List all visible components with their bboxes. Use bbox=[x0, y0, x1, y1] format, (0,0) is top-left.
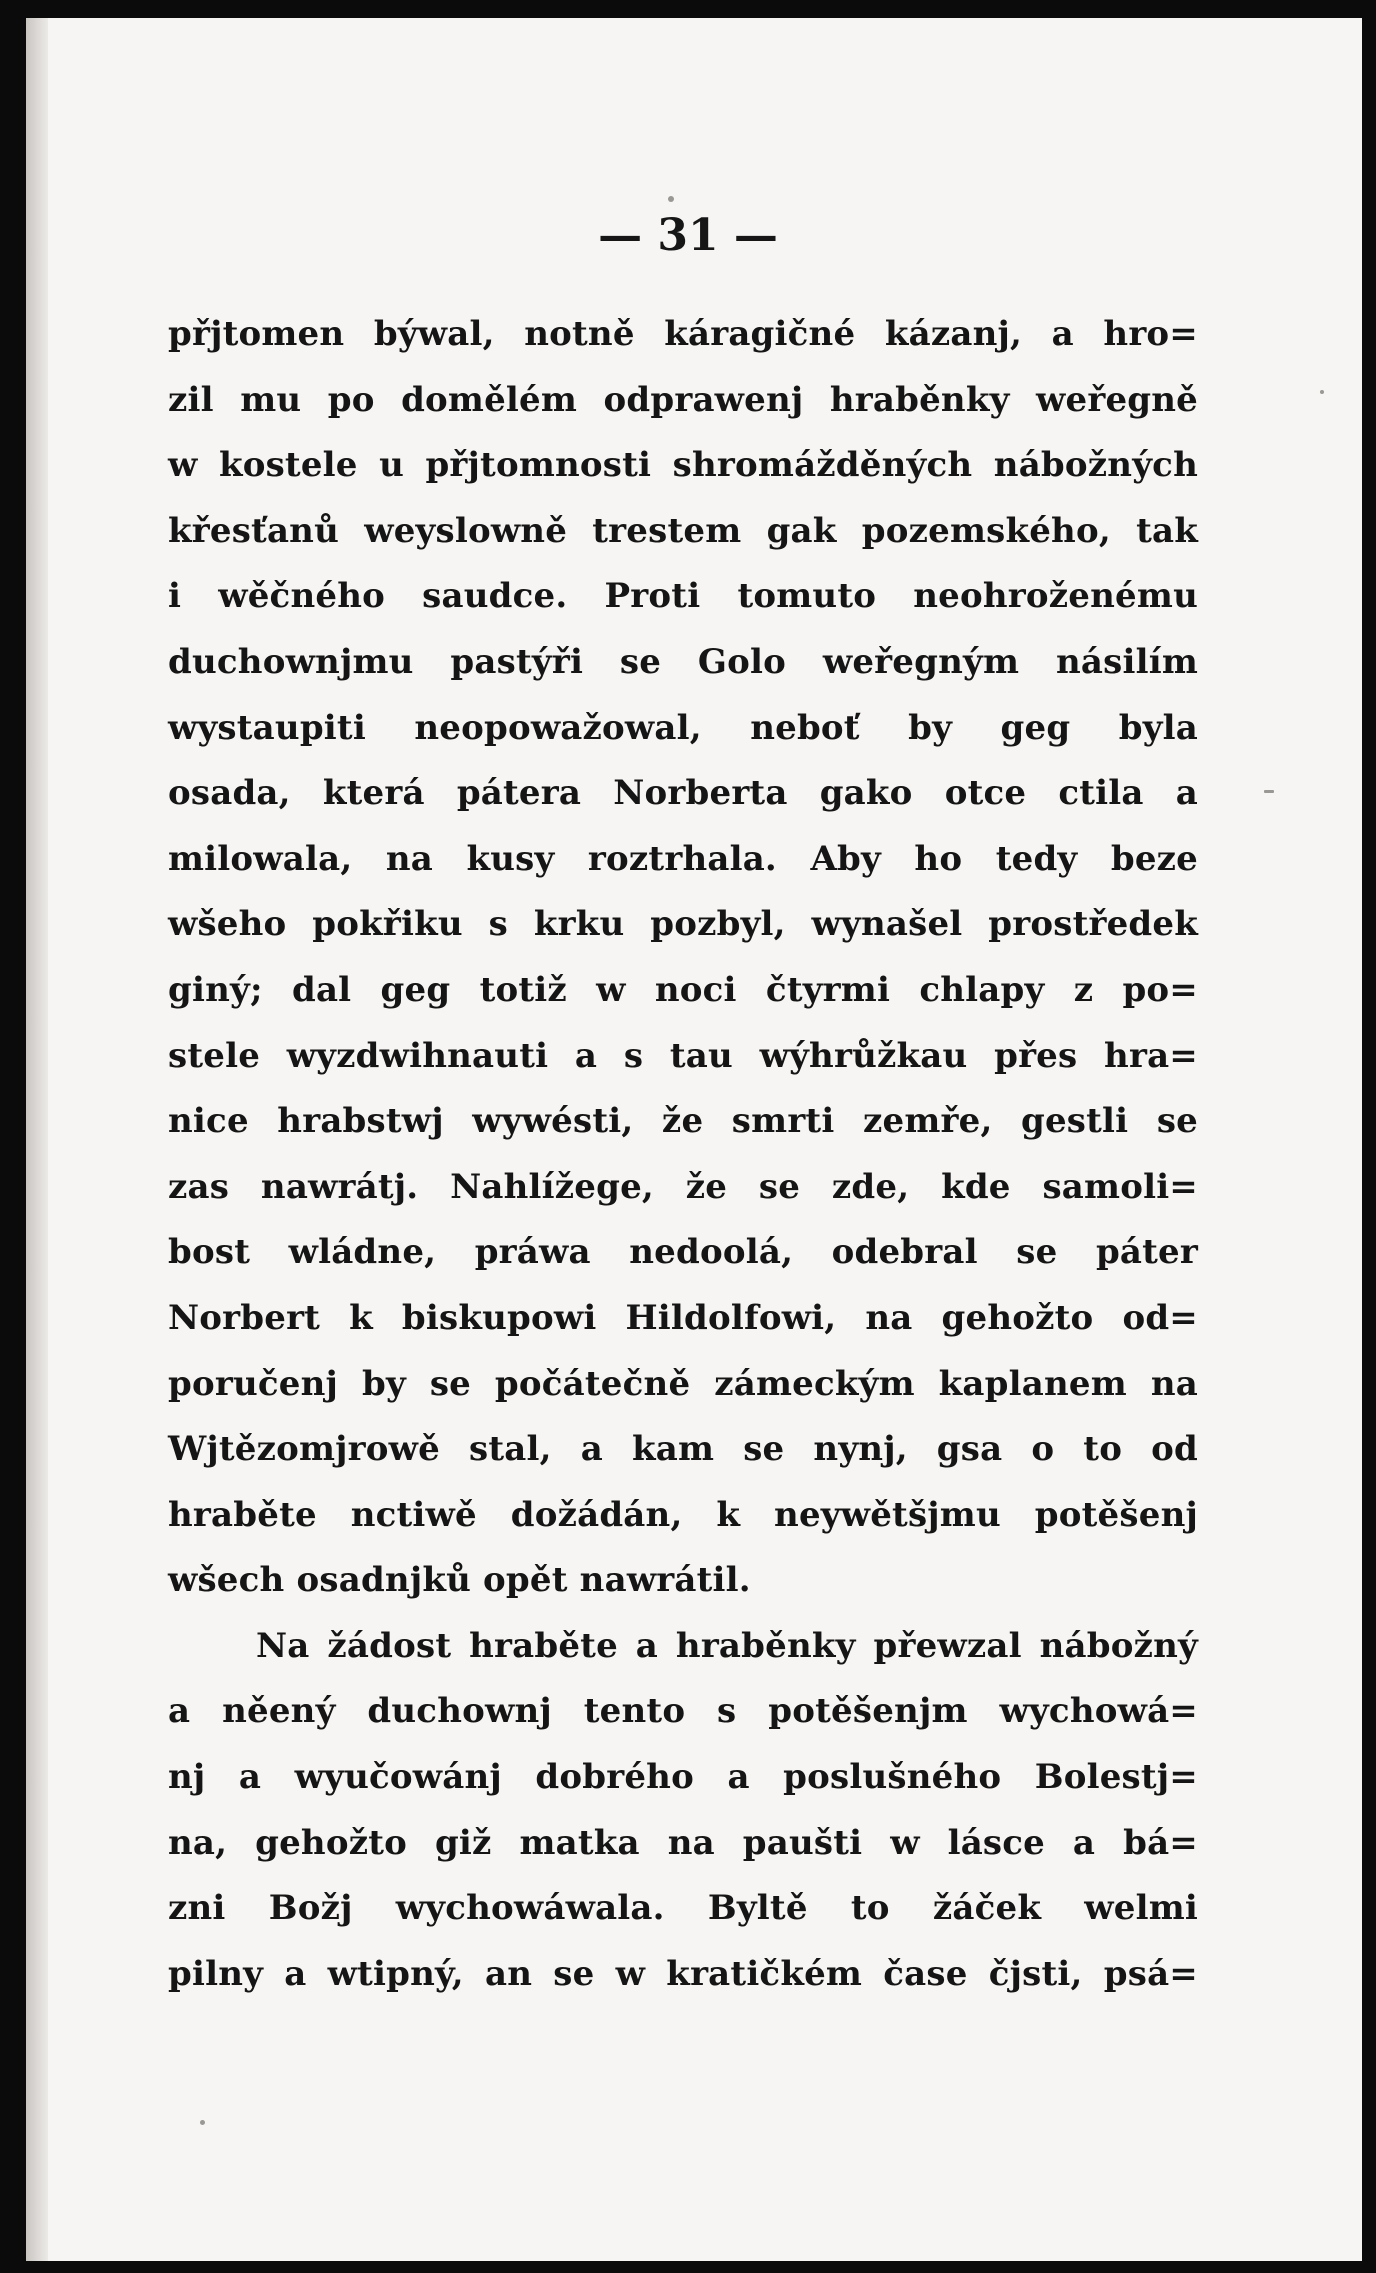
text-line: hraběte nctiwě dožádán, k neywětšjmu potěšenj bbox=[168, 1494, 1198, 1535]
text-line: giný; dal geg totiž w noci čtyrmi chlapy z po= bbox=[168, 969, 1198, 1010]
page-gutter-shadow bbox=[26, 18, 48, 2261]
text-line: duchownjmu pastýři se Golo weřegným násilím bbox=[168, 641, 1198, 682]
text-line: wystaupiti neopowažowal, neboť by geg byla bbox=[168, 707, 1198, 748]
text-line: Na žádost hraběte a hraběnky přewzal nábožný bbox=[256, 1625, 1198, 1666]
text-line: wšeho pokřiku s krku pozbyl, wynašel prostředek bbox=[168, 904, 1198, 945]
text-line: bost wládne, práwa nedoolá, odebral se páter bbox=[168, 1232, 1198, 1273]
ink-speck bbox=[200, 2120, 205, 2125]
scan-border-bottom bbox=[0, 2261, 1376, 2273]
scan-border-top bbox=[0, 0, 1376, 18]
text-line: a něený duchownj tento s potěšenjm wychowá= bbox=[168, 1691, 1198, 1732]
text-line: wšech osadnjků opět nawrátil. bbox=[168, 1560, 751, 1601]
scan-border-left bbox=[0, 0, 26, 2273]
ink-speck bbox=[1320, 390, 1324, 394]
text-line: poručenj by se počátečně zámeckým kaplanem na bbox=[168, 1363, 1198, 1404]
text-line: Norbert k biskupowi Hildolfowi, na gehožto od= bbox=[168, 1297, 1198, 1338]
ink-speck bbox=[668, 196, 674, 202]
text-line: osada, která pátera Norberta gako otce ctila a bbox=[168, 773, 1198, 814]
text-line: milowala, na kusy roztrhala. Aby ho tedy beze bbox=[168, 838, 1198, 879]
text-line: zni Božj wychowáwala. Byltě to žáček welmi bbox=[168, 1888, 1198, 1929]
text-line: nj a wyučowánj dobrého a poslušného Bolestj= bbox=[168, 1757, 1198, 1798]
text-line: stele wyzdwihnauti a s tau wýhrůžkau přes hra= bbox=[168, 1035, 1198, 1076]
text-line: přjtomen býwal, notně káragičné kázanj, a hro= bbox=[168, 314, 1198, 354]
text-line: křesťanů weyslowně trestem gak pozemského, tak bbox=[168, 510, 1198, 551]
text-line: pilny a wtipný, an se w kratičkém čase čjsti, psá= bbox=[168, 1953, 1198, 1994]
text-line: nice hrabstwj wywésti, že smrti zemře, gestli se bbox=[168, 1101, 1198, 1142]
text-line: i wěčného saudce. Proti tomuto neohroženému bbox=[168, 576, 1198, 617]
body-text bbox=[168, 302, 1198, 2007]
text-line: zil mu po domělém odprawenj hraběnky weřegně bbox=[168, 379, 1198, 420]
ink-speck bbox=[1264, 790, 1274, 793]
text-line: na, gehožto giž matka na paušti w lásce a bá= bbox=[168, 1822, 1198, 1863]
text-line: w kostele u přjtomnosti shromážděných nábožných bbox=[168, 445, 1198, 486]
page-number: — 31 — bbox=[598, 210, 778, 261]
scan-border-right bbox=[1362, 0, 1376, 2273]
text-line: zas nawrátj. Nahlížege, že se zde, kde samoli= bbox=[168, 1166, 1198, 1207]
text-line: Wjtězomjrowě stal, a kam se nynj, gsa o to od bbox=[168, 1429, 1198, 1470]
